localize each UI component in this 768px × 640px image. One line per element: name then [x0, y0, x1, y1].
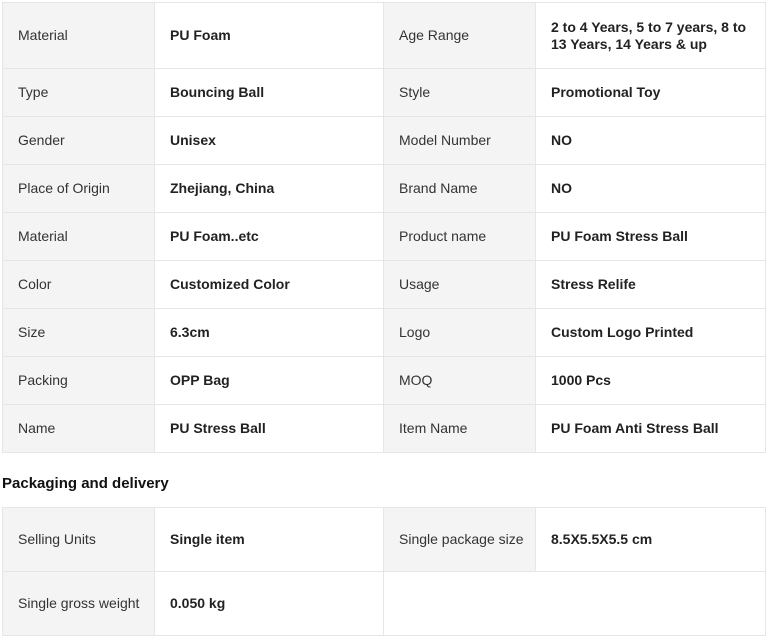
attribute-value: PU Stress Ball [155, 405, 384, 453]
attribute-value: NO [536, 165, 766, 213]
attribute-key: Color [3, 261, 155, 309]
attribute-value: 8.5X5.5X5.5 cm [536, 508, 766, 572]
attribute-value: OPP Bag [155, 357, 384, 405]
attribute-value: 1000 Pcs [536, 357, 766, 405]
table-row [3, 508, 766, 572]
attribute-key: Size [3, 309, 155, 357]
attribute-key: Single gross weight [3, 572, 155, 636]
table-row [3, 261, 766, 309]
attribute-value: Promotional Toy [536, 69, 766, 117]
attribute-key: Style [384, 69, 536, 117]
attributes-table [2, 2, 766, 453]
attribute-key: Logo [384, 309, 536, 357]
attribute-key: Material [3, 3, 155, 69]
attribute-key: Material [3, 213, 155, 261]
attribute-value: Single item [155, 508, 384, 572]
attribute-key: Age Range [384, 3, 536, 69]
attribute-key: Usage [384, 261, 536, 309]
attribute-key: Gender [3, 117, 155, 165]
attribute-key: Packing [3, 357, 155, 405]
attribute-key: Place of Origin [3, 165, 155, 213]
table-row [3, 117, 766, 165]
attribute-key: Product name [384, 213, 536, 261]
table-row [3, 3, 766, 69]
packaging-table [2, 507, 766, 636]
attribute-key: Name [3, 405, 155, 453]
attribute-key: Item Name [384, 405, 536, 453]
table-row [3, 357, 766, 405]
attribute-key: Selling Units [3, 508, 155, 572]
attribute-value: 2 to 4 Years, 5 to 7 years, 8 to 13 Years, 14 Years & up [536, 3, 766, 69]
table-row [3, 309, 766, 357]
attribute-value: PU Foam Stress Ball [536, 213, 766, 261]
attribute-value: Bouncing Ball [155, 69, 384, 117]
attribute-value: Stress Relife [536, 261, 766, 309]
attribute-key: Brand Name [384, 165, 536, 213]
table-row [3, 405, 766, 453]
attribute-key: Type [3, 69, 155, 117]
table-row [3, 213, 766, 261]
table-row [3, 69, 766, 117]
empty-cell [384, 572, 766, 636]
table-row [3, 572, 766, 636]
attribute-key: MOQ [384, 357, 536, 405]
attribute-value: Custom Logo Printed [536, 309, 766, 357]
attribute-value: NO [536, 117, 766, 165]
section-title: Packaging and delivery [2, 475, 169, 492]
attribute-value: PU Foam Anti Stress Ball [536, 405, 766, 453]
attribute-value: PU Foam..etc [155, 213, 384, 261]
attribute-key: Single package size [384, 508, 536, 572]
attribute-value: PU Foam [155, 3, 384, 69]
attribute-value: 0.050 kg [155, 572, 384, 636]
attribute-value: Zhejiang, China [155, 165, 384, 213]
attribute-value: 6.3cm [155, 309, 384, 357]
attribute-value: Customized Color [155, 261, 384, 309]
table-row [3, 165, 766, 213]
attribute-value: Unisex [155, 117, 384, 165]
attribute-key: Model Number [384, 117, 536, 165]
